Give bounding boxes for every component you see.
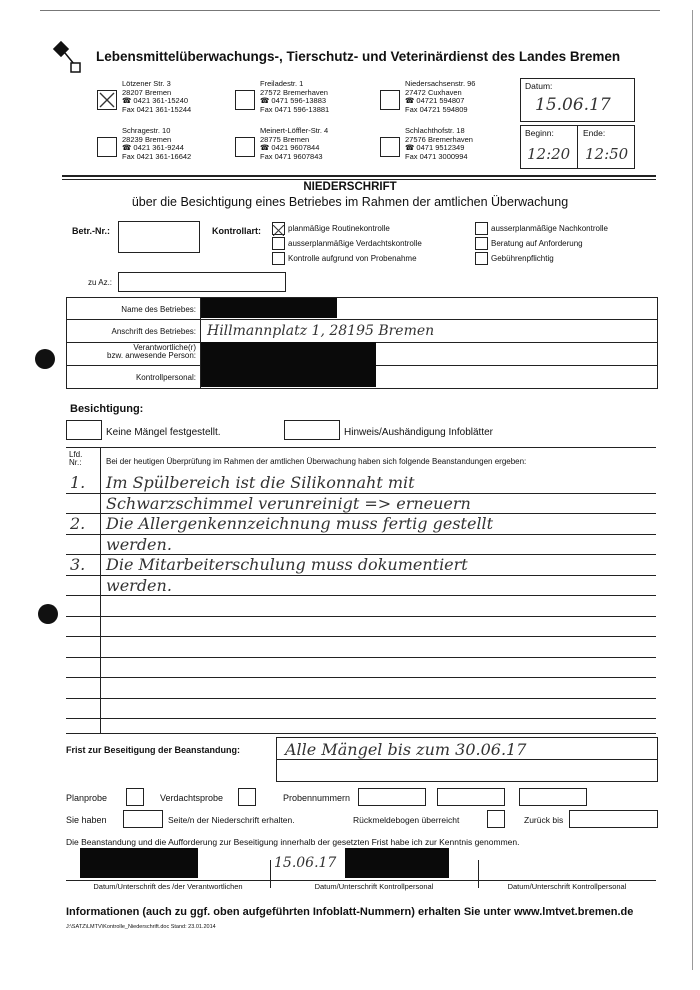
- office-checkbox-6[interactable]: [380, 137, 400, 157]
- kontrollart-checkbox-nachkontrolle[interactable]: [475, 222, 488, 235]
- kontrollpersonal-label: Kontrollpersonal:: [135, 373, 196, 382]
- kontrollart-option-label: ausserplanmäßige Nachkontrolle: [491, 224, 608, 233]
- probennummer-input-3[interactable]: [519, 788, 587, 806]
- right-edge-line: [692, 10, 693, 970]
- kontrollart-option-label: Gebührenpflichtig: [491, 254, 554, 263]
- keine-maengel-checkbox[interactable]: [66, 420, 102, 440]
- finding-number: 1.: [70, 473, 86, 492]
- planprobe-checkbox[interactable]: [126, 788, 144, 806]
- verdachtsprobe-label: Verdachtsprobe: [160, 793, 224, 803]
- kontrollart-checkbox-gebuehren[interactable]: [475, 252, 488, 265]
- finding-number: 3.: [70, 555, 86, 574]
- office-address-6: Schlachthofstr. 18 27576 Bremerhaven ☎ 0471 9512349 Fax 0471 3000994: [405, 126, 473, 161]
- kontrollart-checkbox-routine[interactable]: [272, 222, 285, 235]
- office-checkbox-2[interactable]: [235, 90, 255, 110]
- zurueck-bis-input[interactable]: [569, 810, 658, 828]
- signature-label-2: Datum/Unterschrift Kontrollpersonal: [314, 882, 434, 891]
- finding-text[interactable]: Schwarzschimmel verunreinigt => erneuern: [106, 493, 471, 513]
- frist-field[interactable]: [276, 737, 658, 782]
- kontrollart-label: Kontrollart:: [212, 226, 261, 236]
- punch-hole: [38, 604, 58, 624]
- finding-row-line: [66, 718, 656, 719]
- sie-haben-label: Sie haben: [66, 815, 107, 825]
- zurueck-label: Zurück bis: [524, 815, 564, 825]
- footer-info: Informationen (auch zu ggf. oben aufgeführten Infoblatt-Nummern) erhalten Sie unter www.lmtvet.bremen.de: [66, 906, 634, 918]
- office-address-1: Lötzener Str. 3 28207 Bremen ☎ 0421 361-15240 Fax 0421 361-15244: [122, 79, 192, 114]
- agency-title: Lebensmittelüberwachungs-, Tierschutz- und Veterinärdienst des Landes Bremen: [96, 49, 621, 64]
- redacted-persons: [201, 342, 376, 387]
- hinweis-label: Hinweis/Aushändigung Infoblätter: [344, 427, 493, 438]
- check-x-icon: [273, 225, 284, 236]
- lfd-nr-header-line-2: Nr.:: [69, 458, 82, 467]
- besichtigung-heading: Besichtigung:: [70, 403, 144, 415]
- top-edge-line: [40, 10, 660, 11]
- office-address-2: Freiladestr. 1 27572 Bremerhaven ☎ 0471 596-13883 Fax 0471 596-13881: [260, 79, 330, 114]
- signature-label-3: Datum/Unterschrift Kontrollpersonal: [507, 882, 627, 891]
- header-separator-thin: [62, 179, 656, 180]
- time-field[interactable]: [520, 125, 635, 169]
- frist-value: Alle Mängel bis zum 30.06.17: [285, 740, 527, 759]
- planprobe-label: Planprobe: [66, 793, 108, 803]
- verantwortliche-label-line-2: bzw. anwesende Person:: [107, 351, 196, 360]
- footer-path: J:\SATZ\LMTV\Kontrolle_Niederschrift.doc Stand: 23.01.2014: [66, 924, 216, 930]
- betr-nr-input[interactable]: [118, 221, 200, 253]
- finding-text[interactable]: Im Spülbereich ist die Silikonnaht mit: [106, 473, 415, 492]
- keine-maengel-label: Keine Mängel festgestellt.: [106, 427, 221, 438]
- bremen-key-logo-icon: [52, 40, 86, 78]
- lfd-nr-header-line-1: Lfd.: [69, 450, 83, 459]
- finding-row-line: [66, 677, 656, 678]
- signature-label-1: Datum/Unterschrift des /der Verantwortlichen: [93, 882, 243, 891]
- name-betrieb-label: Name des Betriebes:: [121, 305, 196, 314]
- document-subheading: über die Besichtigung eines Betriebes im Rahmen der amtlichen Überwachung: [131, 195, 569, 209]
- seiten-anzahl-input[interactable]: [123, 810, 163, 828]
- redacted-name: [201, 298, 337, 318]
- office-checkbox-5[interactable]: [235, 137, 255, 157]
- finding-row-line: [66, 595, 656, 596]
- betr-nr-label: Betr.-Nr.:: [72, 226, 111, 236]
- kontrollart-checkbox-beratung[interactable]: [475, 237, 488, 250]
- office-checkbox-4[interactable]: [97, 137, 117, 157]
- frist-divider: [277, 759, 657, 760]
- beginn-value: 12:20: [527, 145, 571, 163]
- datum-label: Datum:: [525, 81, 553, 91]
- row-divider: [67, 319, 657, 320]
- verantwortliche-label-line-1: Verantwortliche(r): [133, 343, 196, 352]
- office-address-5: Meinert-Löffler-Str. 4 28775 Bremen ☎ 0421 9607844 Fax 0471 9607843: [260, 126, 329, 161]
- kenntnis-text: Die Beanstandung und die Aufforderung zur Beseitigung innerhalb der gesetzten Frist habe ich zur Kenntnis genommen.: [66, 837, 520, 847]
- verdachtsprobe-checkbox[interactable]: [238, 788, 256, 806]
- datum-field[interactable]: [520, 78, 635, 122]
- check-x-icon: [98, 91, 116, 109]
- finding-row-line: [66, 698, 656, 699]
- beanstandung-intro: Bei der heutigen Überprüfung im Rahmen der amtlichen Überwachung haben sich folgende Beanstandungen ergeben:: [106, 457, 527, 466]
- probennummern-label: Probennummern: [283, 793, 351, 803]
- verantwortliche-label: [67, 344, 196, 360]
- probennummer-input-1[interactable]: [358, 788, 426, 806]
- ende-value: 12:50: [585, 145, 629, 163]
- rueckmelde-label: Rückmeldebogen überreicht: [353, 815, 460, 825]
- lfd-nr-column-divider: [100, 448, 101, 733]
- seiten-label: Seite/n der Niederschrift erhalten.: [168, 815, 295, 825]
- office-address-4: Schragestr. 10 28239 Bremen ☎ 0421 361-9244 Fax 0421 361-16642: [122, 126, 192, 161]
- anschrift-label: Anschrift des Betriebes:: [111, 327, 196, 336]
- kontrollart-checkbox-verdacht[interactable]: [272, 237, 285, 250]
- header-separator: [62, 175, 656, 177]
- finding-row-line: [66, 636, 656, 637]
- datum-value: 15.06.17: [535, 95, 611, 115]
- anschrift-value: Hillmannplatz 1, 28195 Bremen: [207, 323, 435, 339]
- signature-line: [66, 880, 656, 881]
- finding-text[interactable]: Die Allergenkennzeichnung muss fertig gestellt: [106, 514, 494, 533]
- lfd-nr-header: [69, 451, 82, 467]
- kontrollart-option-label: ausserplanmäßige Verdachtskontrolle: [288, 239, 422, 248]
- finding-text[interactable]: Die Mitarbeiterschulung muss dokumentiert: [106, 555, 468, 574]
- kontrollart-option-label: Beratung auf Anforderung: [491, 239, 583, 248]
- finding-row-line: [66, 616, 656, 617]
- beginn-label: Beginn:: [525, 128, 554, 138]
- zu-az-input[interactable]: [118, 272, 286, 292]
- kontrollart-option-label: planmäßige Routinekontrolle: [288, 224, 390, 233]
- redacted-signature-1: [80, 848, 198, 878]
- probennummer-input-2[interactable]: [437, 788, 505, 806]
- rueckmelde-checkbox[interactable]: [487, 810, 505, 828]
- redacted-signature-2: [345, 848, 449, 878]
- finding-text[interactable]: werden.: [106, 575, 172, 595]
- document-heading: NIEDERSCHRIFT: [303, 181, 397, 193]
- time-divider: [577, 126, 578, 168]
- frist-label: Frist zur Beseitigung der Beanstandung:: [66, 745, 241, 755]
- finding-number: 2.: [70, 514, 86, 533]
- signature-date: 15.06.17: [274, 855, 337, 871]
- office-checkbox-1[interactable]: [97, 90, 117, 110]
- finding-row-line: [66, 657, 656, 658]
- kontrollart-option-label: Kontrolle aufgrund von Probenahme: [288, 254, 417, 263]
- office-checkbox-3[interactable]: [380, 90, 400, 110]
- office-address-3: Niedersachsenstr. 96 27472 Cuxhaven ☎ 04721 594807 Fax 04721 594809: [405, 79, 476, 114]
- finding-text[interactable]: werden.: [106, 534, 172, 554]
- punch-hole: [35, 349, 55, 369]
- ende-label: Ende:: [583, 128, 606, 138]
- kontrollart-checkbox-probenahme[interactable]: [272, 252, 285, 265]
- hinweis-checkbox[interactable]: [284, 420, 340, 440]
- zu-az-label: zu Az.:: [88, 278, 113, 287]
